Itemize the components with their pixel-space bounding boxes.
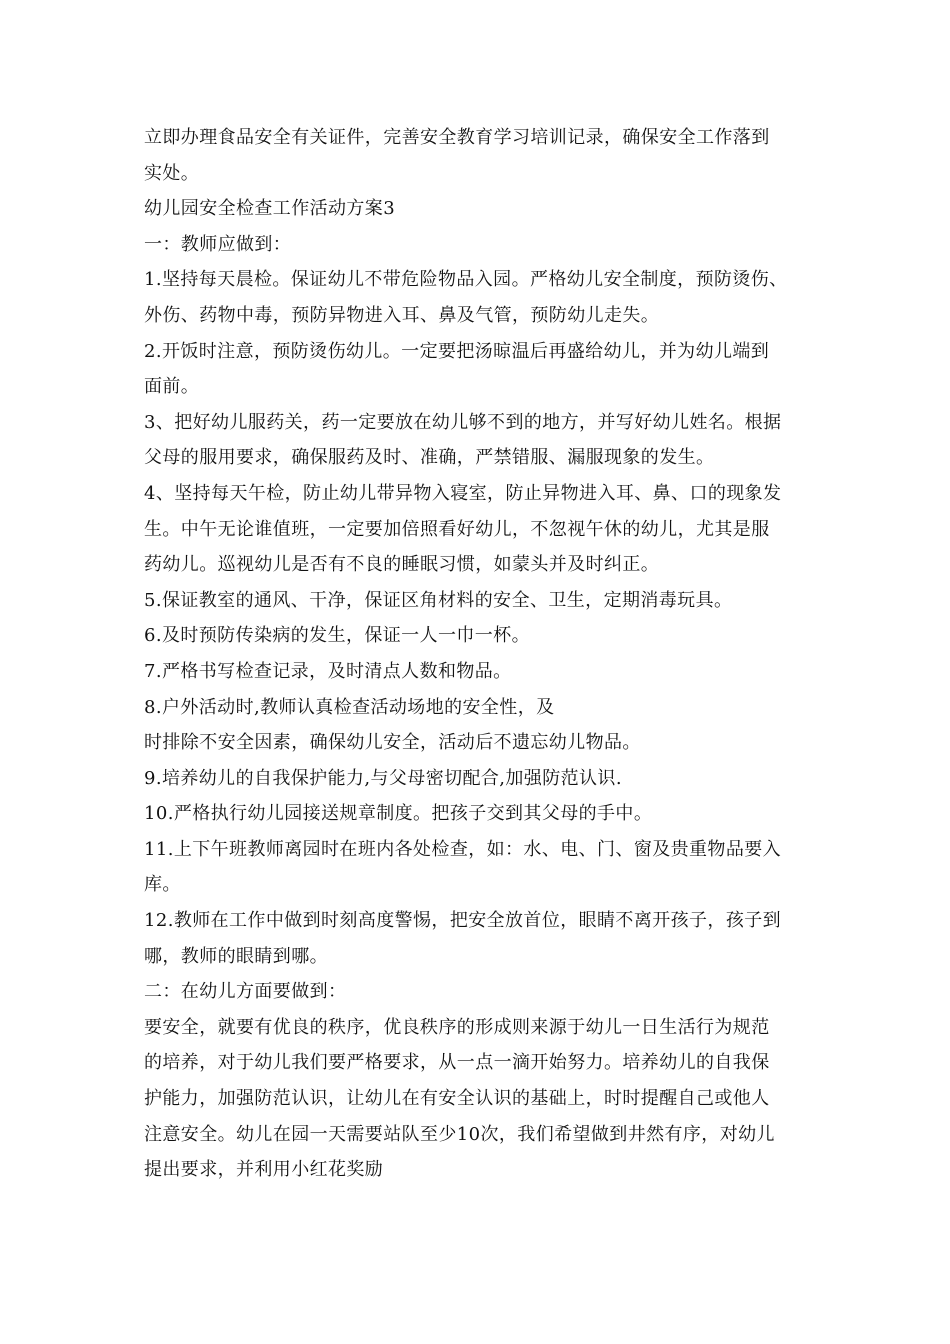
text-line: 3、把好幼儿服药关，药一定要放在幼儿够不到的地方，并写好幼儿姓名。根据: [144, 411, 782, 433]
text-line: 5.保证教室的通风、干净，保证区角材料的安全、卫生，定期消毒玩具。: [144, 589, 733, 611]
text-line: 哪，教师的眼睛到哪。: [144, 945, 328, 967]
subsection-heading: 一：教师应做到：: [144, 233, 292, 255]
text-line: 1.坚持每天晨检。保证幼儿不带危险物品入园。严格幼儿安全制度，预防烫伤、: [144, 269, 788, 291]
text-line: 立即办理食品安全有关证件，完善安全教育学习培训记录，确保安全工作落到: [144, 127, 770, 148]
text-line: 11.上下午班教师离园时在班内各处检查，如：水、电、门、窗及贵重物品要入: [144, 838, 782, 860]
text-line: 药幼儿。巡视幼儿是否有不良的睡眠习惯，如蒙头并及时纠正。: [144, 554, 660, 576]
text-line: 注意安全。幼儿在园一天需要站队至少10次，我们希望做到井然有序，对幼儿: [144, 1123, 775, 1145]
text-line: 6.及时预防传染病的发生，保证一人一巾一杯。: [144, 625, 530, 647]
text-line: 时排除不安全因素，确保幼儿安全，活动后不遗忘幼儿物品。: [144, 732, 641, 754]
subsection-heading: 二：在幼儿方面要做到：: [144, 981, 347, 1003]
text-line: 9.培养幼儿的自我保护能力,与父母密切配合,加强防范认识.: [144, 767, 622, 789]
text-line: 2.开饭时注意，预防烫伤幼儿。一定要把汤晾温后再盛给幼儿，并为幼儿端到: [144, 340, 770, 362]
text-line: 父母的服用要求，确保服药及时、准确，严禁错服、漏服现象的发生。: [144, 447, 715, 469]
text-line: 4、坚持每天午检，防止幼儿带异物入寝室，防止异物进入耳、鼻、口的现象发: [144, 482, 782, 504]
text-line: 实处。: [144, 162, 200, 184]
text-line: 外伤、药物中毒，预防异物进入耳、鼻及气管，预防幼儿走失。: [144, 304, 660, 326]
text-line: 12.教师在工作中做到时刻高度警惕，把安全放首位，眼睛不离开孩子，孩子到: [144, 910, 782, 932]
text-line: 生。中午无论谁值班，一定要加倍照看好幼儿，不忽视午休的幼儿，尤其是服: [144, 518, 770, 540]
text-line: 的培养，对于幼儿我们要严格要求，从一点一滴开始努力。培养幼儿的自我保: [144, 1052, 770, 1074]
text-line: 面前。: [144, 376, 200, 398]
section-heading: 幼儿园安全检查工作活动方案3: [144, 198, 396, 220]
text-line: 8.户外活动时,教师认真检查活动场地的安全性，及: [144, 696, 555, 718]
text-line: 要安全，就要有优良的秩序，优良秩序的形成则来源于幼儿一日生活行为规范: [144, 1016, 770, 1038]
text-line: 护能力，加强防范认识，让幼儿在有安全认识的基础上，时时提醒自己或他人: [144, 1088, 770, 1110]
text-line: 10.严格执行幼儿园接送规章制度。把孩子交到其父母的手中。: [144, 803, 653, 825]
document-body: [144, 120, 834, 1188]
text-line: 7.严格书写检查记录，及时清点人数和物品。: [144, 660, 512, 682]
text-line: 提出要求，并利用小红花奖励: [144, 1159, 384, 1181]
text-line: 库。: [144, 874, 181, 896]
